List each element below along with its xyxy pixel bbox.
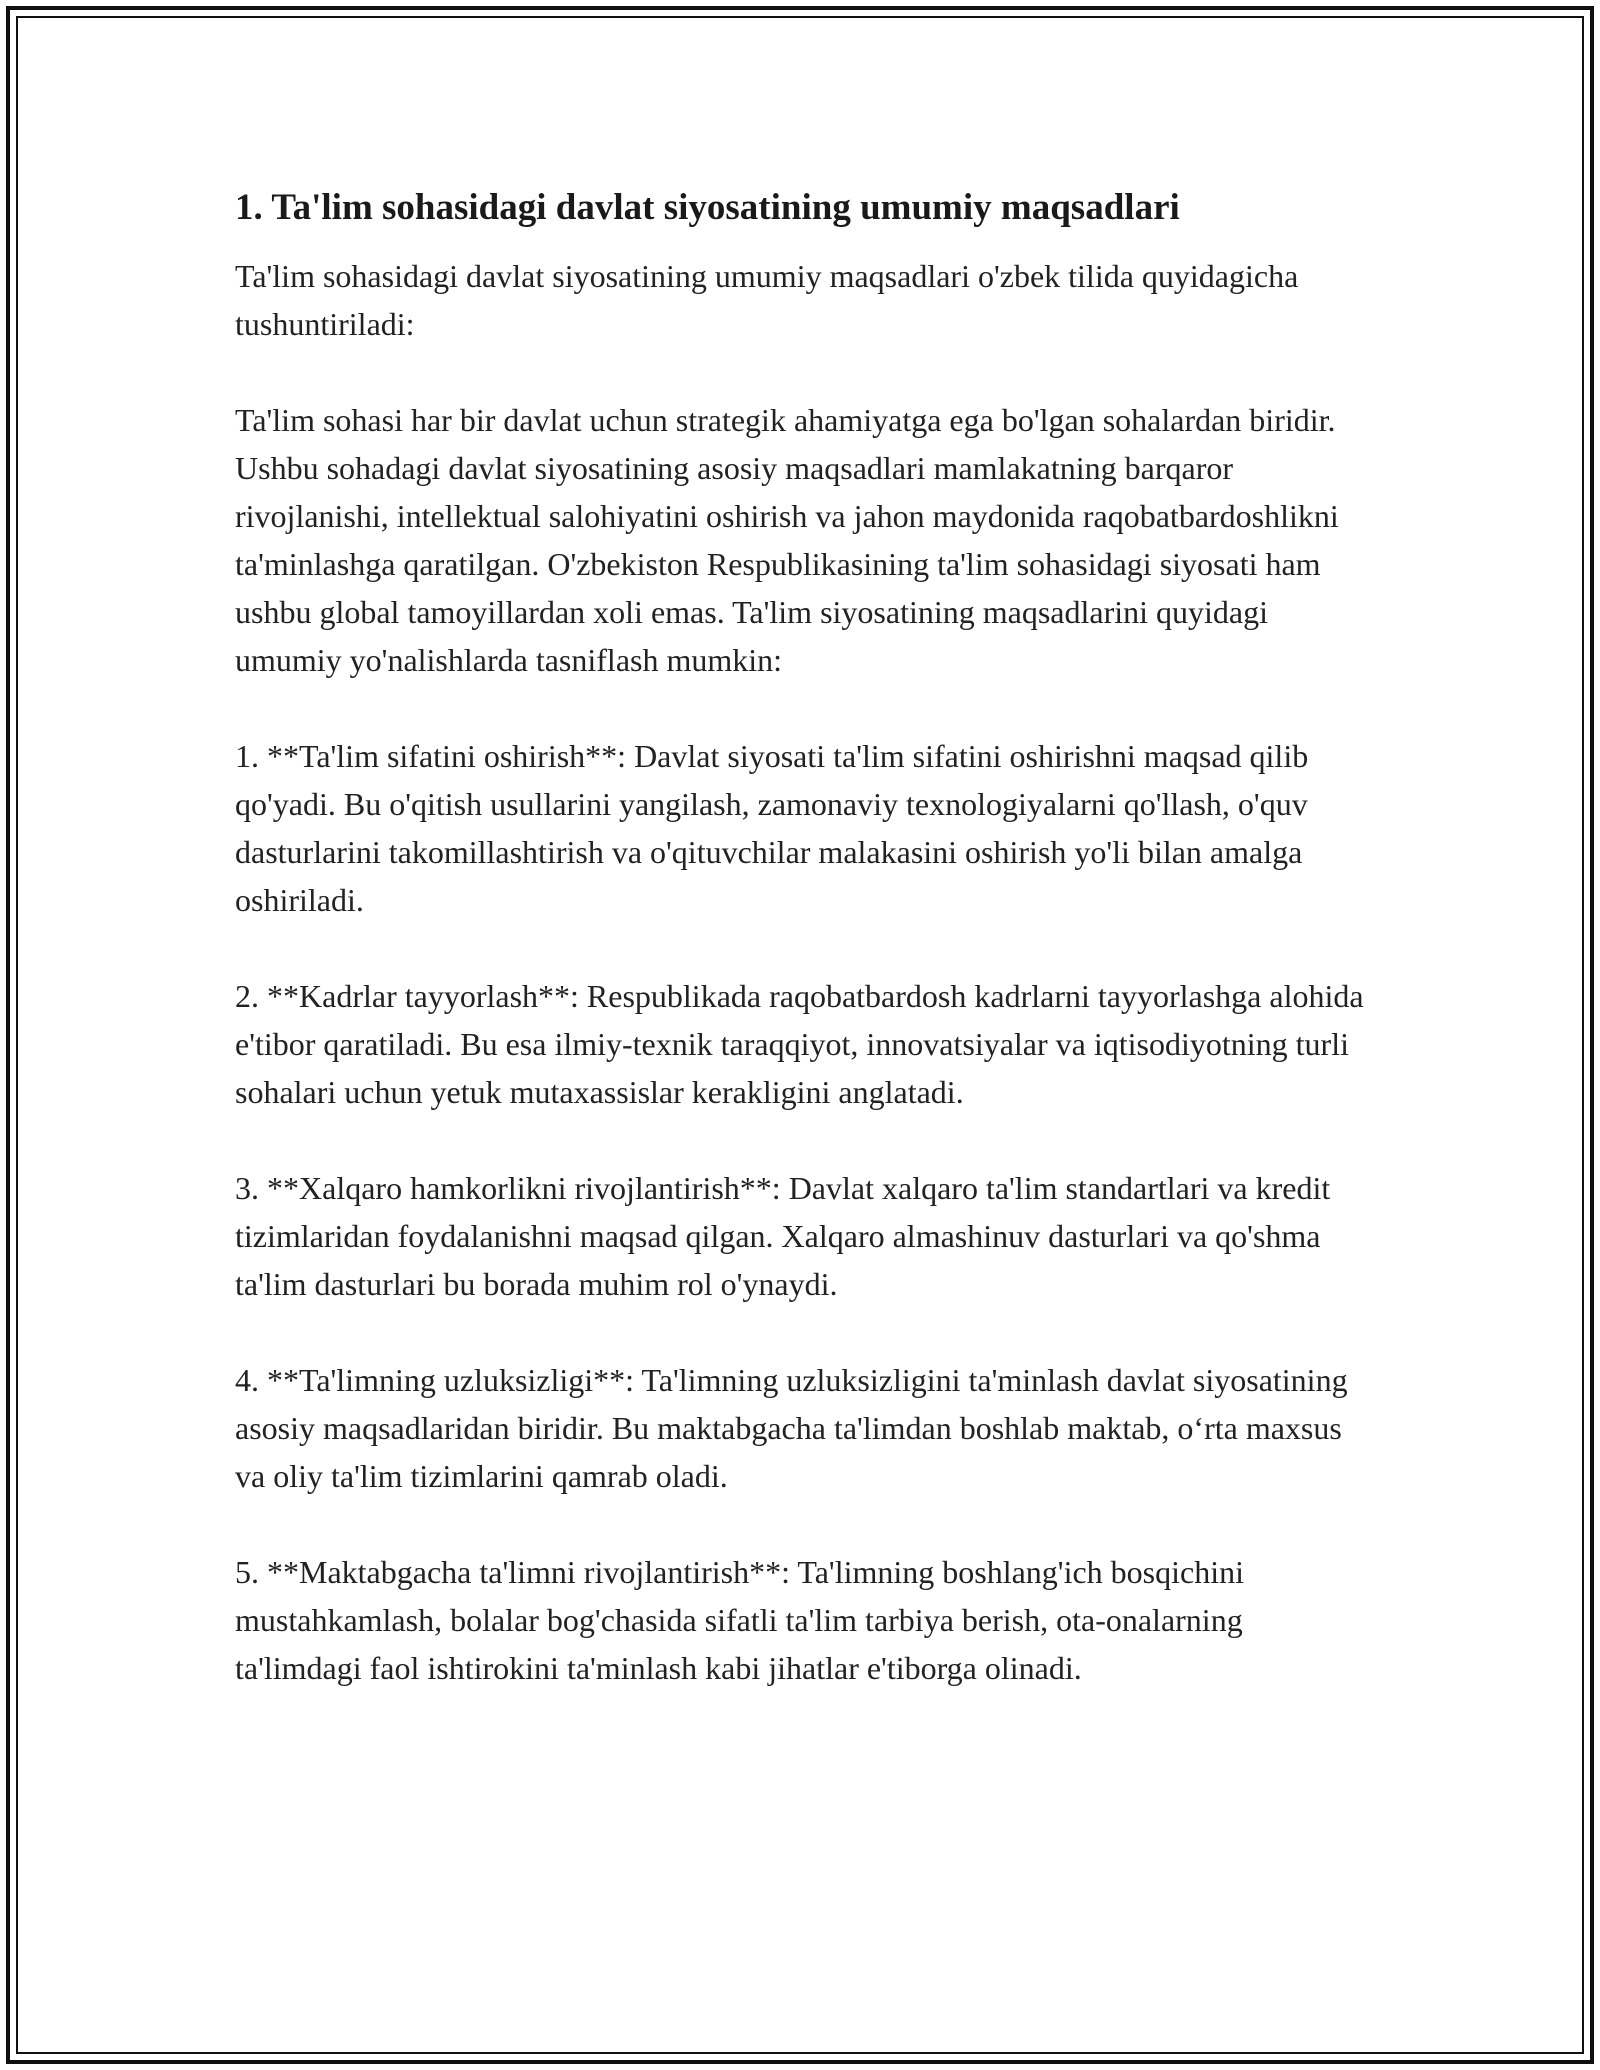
list-item: 1. **Ta'lim sifatini oshirish**: Davlat siyosati ta'lim sifatini oshirishni maqsad qilib qo'yadi. Bu o'qitish usullarini yangilash, zamonaviy texnologiyalarni qo'llash, o'quv dasturlarini takomillashtirish va o'qituvchilar malakasini oshirish yo'li bilan amalga oshiriladi. xyxy=(235,738,1309,918)
overview-paragraph: Ta'lim sohasi har bir davlat uchun strategik ahamiyatga ega bo'lgan sohalardan biridir. Ushbu sohadagi davlat siyosatining asosiy maqsadlari mamlakatning barqaror rivojlanishi, intellektual salohiyatini oshirish va jahon maydonida raqobatbardoshlikni ta'minlashga qaratilgan. O'zbekiston Respublikasining ta'lim sohasidagi siyosati ham ushbu global tamoyillardan xoli emas. Ta'lim siyosatining maqsadlarini quyidagi umumiy yo'nalishlarda tasniflash mumkin: xyxy=(235,402,1339,678)
page-title: 1. Ta'lim sohasidagi davlat siyosatining umumiy maqsadlari xyxy=(235,187,1180,228)
list-item: 4. **Ta'limning uzluksizligi**: Ta'limning uzluksizligini ta'minlash davlat siyosatining asosiy maqsadlaridan biridir. Bu maktabgacha ta'limdan boshlab maktab, o‘rta maxsus va oliy ta'lim tizimlarini qamrab oladi. xyxy=(235,1362,1348,1494)
document-body xyxy=(235,180,1375,1740)
list-item: 2. **Kadrlar tayyorlash**: Respublikada raqobatbardosh kadrlarni tayyorlashga alohida e'tibor qaratiladi. Bu esa ilmiy-texnik taraqqiyot, innovatsiyalar va iqtisodiyotning turli sohalari uchun yetuk mutaxassislar kerakligini anglatadi. xyxy=(235,978,1364,1110)
list-item: 3. **Xalqaro hamkorlikni rivojlantirish**: Davlat xalqaro ta'lim standartlari va kredit tizimlaridan foydalanishni maqsad qilgan. Xalqaro almashinuv dasturlari va qo'shma ta'lim dasturlari bu borada muhim rol o'ynaydi. xyxy=(235,1170,1331,1302)
list-item: 5. **Maktabgacha ta'limni rivojlantirish**: Ta'limning boshlang'ich bosqichini mustahkamlash, bolalar bog'chasida sifatli ta'lim tarbiya berish, ota-onalarning ta'limdagi faol ishtirokini ta'minlash kabi jihatlar e'tiborga olinadi. xyxy=(235,1554,1244,1686)
intro-paragraph: Ta'lim sohasidagi davlat siyosatining umumiy maqsadlari o'zbek tilida quyidagicha tushuntiriladi: xyxy=(235,258,1299,342)
